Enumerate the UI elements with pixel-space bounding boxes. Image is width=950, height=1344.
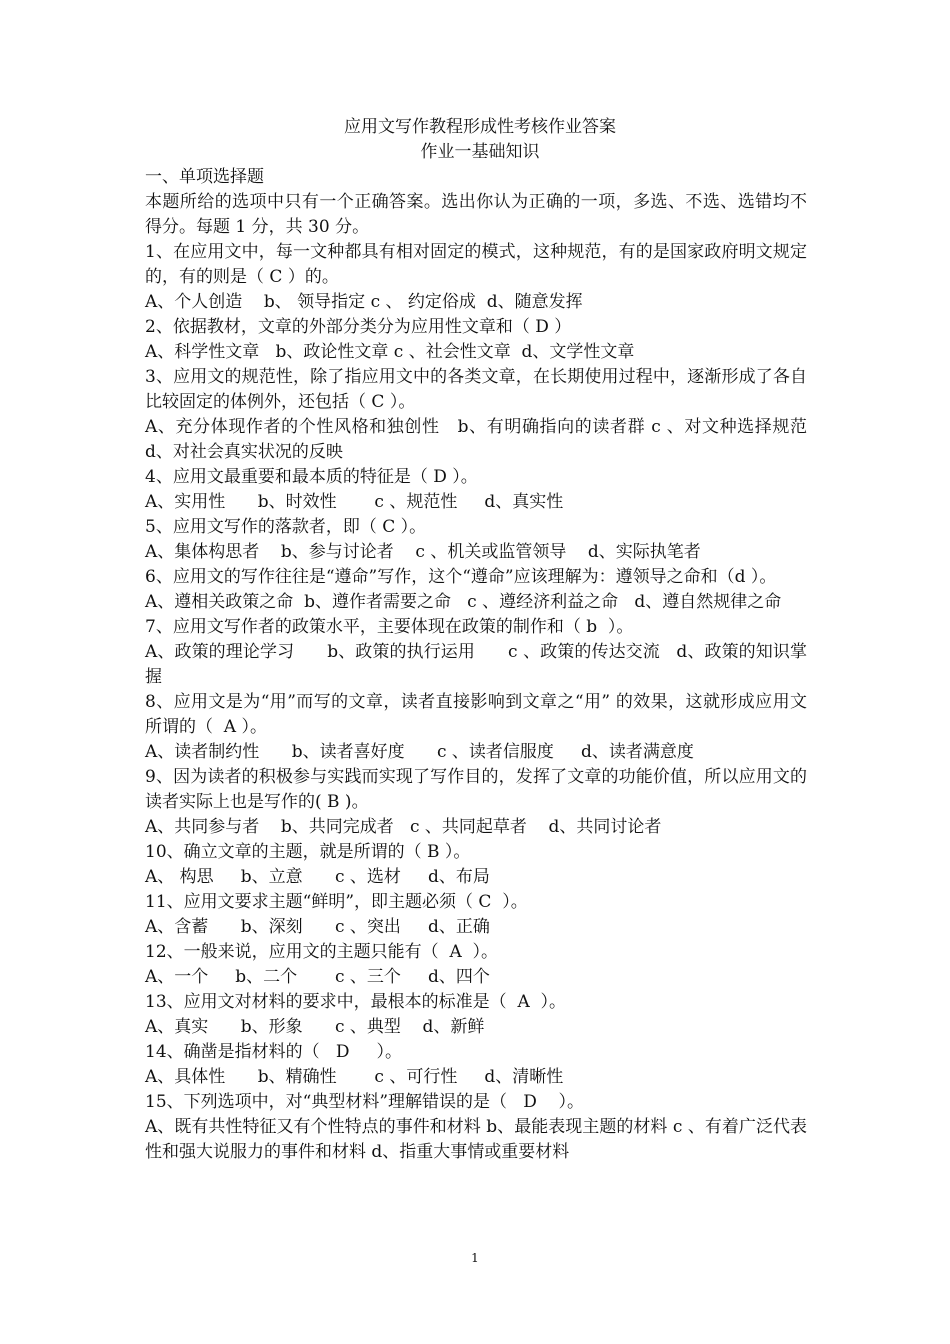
options-7: A、政策的理论学习 b、政策的执行运用 c 、政策的传达交流 d、政策的知识掌握 xyxy=(145,642,807,687)
question-9: 9、因为读者的积极参与实践而实现了写作目的，发挥了文章的功能价值，所以应用文的读者实际上也是写作的( B )。 xyxy=(145,767,807,812)
options-13: A、真实 b、形象 c 、典型 d、新鲜 xyxy=(145,1017,485,1037)
question-13: 13、应用文对材料的要求中，最根本的标准是（ A ）。 xyxy=(145,992,567,1012)
question-3: 3、应用文的规范性，除了指应用文中的各类文章，在长期使用过程中，逐渐形成了各自比较固定的体例外，还包括（ C ）。 xyxy=(145,367,807,412)
options-5: A、集体构思者 b、参与讨论者 c 、机关或监管领导 d、实际执笔者 xyxy=(145,542,701,562)
document-body xyxy=(145,115,910,1165)
page-number: 1 xyxy=(471,1251,479,1265)
options-15: A、既有共性特征又有个性特点的事件和材料 b、最能表现主题的材料 c 、有着广泛代表性和强大说服力的事件和材料 d、指重大事情或重要材料 xyxy=(145,1117,807,1162)
document-title: 应用文写作教程形成性考核作业答案 xyxy=(344,117,616,137)
options-4: A、实用性 b、时效性 c 、规范性 d、真实性 xyxy=(145,492,564,512)
options-12: A、一个 b、二个 c 、三个 d、四个 xyxy=(145,967,490,987)
options-11: A、含蓄 b、深刻 c 、突出 d、正确 xyxy=(145,917,490,937)
instructions: 本题所给的选项中只有一个正确答案。选出你认为正确的一项，多选、不选、选错均不得分。每题 1 分，共 30 分。 xyxy=(145,192,807,237)
question-6: 6、应用文的写作往往是“遵命”写作，这个“遵命”应该理解为：遵领导之命和（d ）。 xyxy=(145,567,777,587)
question-15: 15、下列选项中，对“典型材料”理解错误的是（ D ）。 xyxy=(145,1092,584,1112)
question-5: 5、应用文写作的落款者，即（ C ）。 xyxy=(145,517,427,537)
question-11: 11、应用文要求主题“鲜明”，即主题必须（ C ）。 xyxy=(145,892,528,912)
options-14: A、具体性 b、精确性 c 、可行性 d、清晰性 xyxy=(145,1067,564,1087)
question-7: 7、应用文写作者的政策水平，主要体现在政策的制作和（ b ）。 xyxy=(145,617,634,637)
question-2: 2、依据教材，文章的外部分类分为应用性文章和（ D ） xyxy=(145,317,572,337)
question-1: 1、在应用文中，每一文种都具有相对固定的模式，这种规范，有的是国家政府明文规定的，有的则是（ C ）的。 xyxy=(145,242,807,287)
options-10: A、 构思 b、立意 c 、选材 d、布局 xyxy=(145,867,490,887)
options-1: A、个人创造 b、 领导指定 c 、 约定俗成 d、随意发挥 xyxy=(145,292,583,312)
options-3: A、充分体现作者的个性风格和独创性 b、有明确指向的读者群 c 、对文种选择规范 d、对社会真实状况的反映 xyxy=(145,417,910,462)
options-6: A、遵相关政策之命 b、遵作者需要之命 c 、遵经济利益之命 d、遵自然规律之命 xyxy=(145,592,782,612)
options-9: A、共同参与者 b、共同完成者 c 、共同起草者 d、共同讨论者 xyxy=(145,817,662,837)
question-12: 12、一般来说，应用文的主题只能有（ A ）。 xyxy=(145,942,499,962)
options-2: A、科学性文章 b、政论性文章 c 、社会性文章 d、文学性文章 xyxy=(145,342,635,362)
document-subtitle: 作业一基础知识 xyxy=(420,142,540,162)
section-heading: 一、单项选择题 xyxy=(145,167,264,187)
options-8: A、读者制约性 b、读者喜好度 c 、读者信服度 d、读者满意度 xyxy=(145,742,694,762)
question-8: 8、应用文是为“用”而写的文章，读者直接影响到文章之“用” 的效果，这就形成应用文所谓的（ A ）。 xyxy=(145,692,807,737)
question-14: 14、确凿是指材料的（ D ）。 xyxy=(145,1042,402,1062)
question-10: 10、确立文章的主题，就是所谓的（ B ）。 xyxy=(145,842,471,862)
question-4: 4、应用文最重要和最本质的特征是（ D ）。 xyxy=(145,467,478,487)
